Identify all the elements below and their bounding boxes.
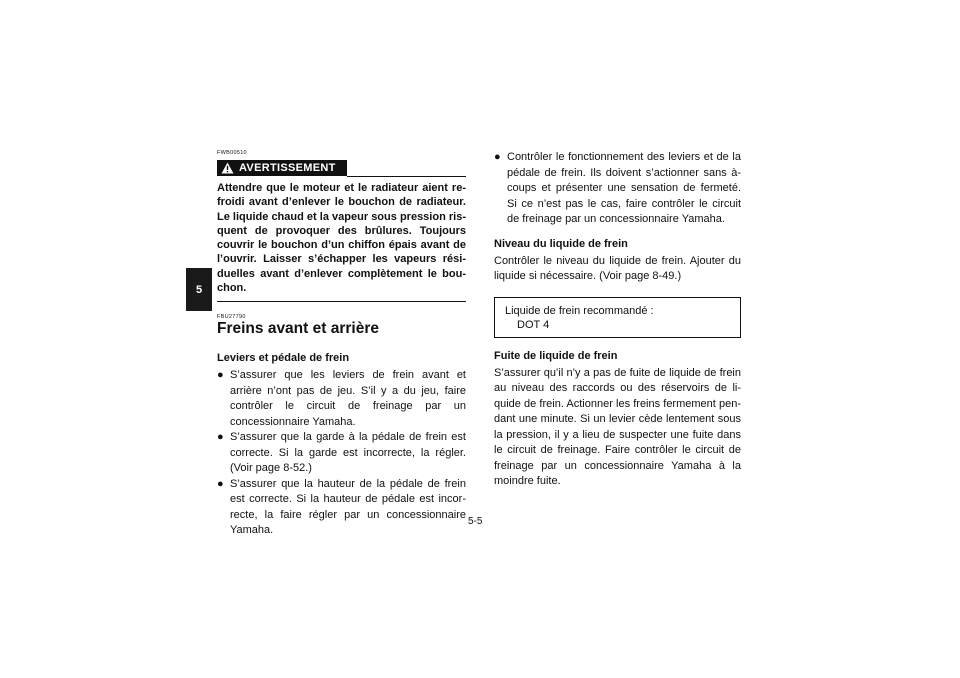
fluid-leak-heading: Fuite de liquide de frein — [494, 349, 618, 362]
list-item: ● Contrôler le fonctionnement des leviers et de la pédale de frein. Ils doivent s’actionner sans à-coups et présenter une sensation de fermeté. Si ce n’est pas le cas, faire contrôler le circuit de freinage par un concessionnaire Yamaha. — [494, 151, 741, 225]
list-item: ● S’assurer que la hauteur de la pédale de frein est correcte. Si la hauteur de pédale est incor-recte, la faire régler par un concessionnaire Yamaha. — [217, 477, 466, 537]
fluid-level-text: Contrôler le niveau du liquide de frein. Ajouter du liquide si nécessaire. (Voir page 8-49.) — [494, 254, 741, 282]
warning-header — [217, 158, 466, 177]
warning-triangle-icon — [221, 162, 234, 174]
recommended-fluid-label: Liquide de frein recommandé : — [505, 304, 654, 317]
recommended-fluid-box — [494, 297, 741, 338]
section-title: Freins avant et arrière — [217, 320, 379, 338]
levers-list — [217, 368, 466, 539]
recommended-fluid-value: DOT 4 — [517, 318, 550, 331]
fluid-leak-text: S’assurer qu’il n’y a pas de fuite de liquide de frein au niveau des raccords ou des réservoirs de li-quide de frein. Actionner les freins fermement pen-dant une minute. Si un levier cède lentement sous la pression, il y a lieu de suspecter une fuite dans le circuit de freinage. Faire contrôler le circuit de freinage par un concessionnaire Yamaha à la moindre fuite. — [494, 366, 741, 487]
fluid-level-heading: Niveau du liquide de frein — [494, 237, 628, 250]
warning-badge — [217, 160, 347, 176]
bullet-icon: ● — [217, 477, 224, 490]
bullet-icon: ● — [494, 151, 501, 163]
section-code: FBU27790 — [217, 314, 246, 321]
list-item: ● S’assurer que les leviers de frein avant et arrière n’ont pas de jeu. S’il y a du jeu, faire contrôler le circuit de freinage par un concessionnaire Yamaha. — [217, 369, 466, 428]
warning-rule — [347, 158, 466, 177]
list-item: ● S’assurer que la garde à la pédale de frein est correcte. Si la garde est incorrecte, la régler. (Voir page 8-52.) — [217, 431, 466, 475]
bullet-icon: ● — [217, 431, 224, 444]
warning-label: AVERTISSEMENT — [239, 161, 336, 174]
left-column — [217, 150, 466, 539]
levers-list-continued — [494, 150, 741, 228]
levers-heading: Leviers et pédale de frein — [217, 352, 350, 365]
warning-text: Attendre que le moteur et le radiateur aient re-froidi avant d’enlever le bouchon de radiateur. Le liquide chaud et la vapeur sous pression ris-quent de provoquer des brûlures. Toujours couvrir le bouchon d’un chiffon épais avant de l’ouvrir. Laisser s’échapper les vapeurs rési-duelles avant d’enlever complètement le bou-chon. — [217, 182, 466, 295]
section-tab: 5 — [186, 268, 212, 311]
bullet-icon: ● — [217, 369, 224, 382]
warning-code: FWB00510 — [217, 150, 247, 156]
right-column — [494, 150, 741, 490]
page-number: 5-5 — [468, 516, 483, 527]
warning-end-rule — [217, 301, 466, 302]
